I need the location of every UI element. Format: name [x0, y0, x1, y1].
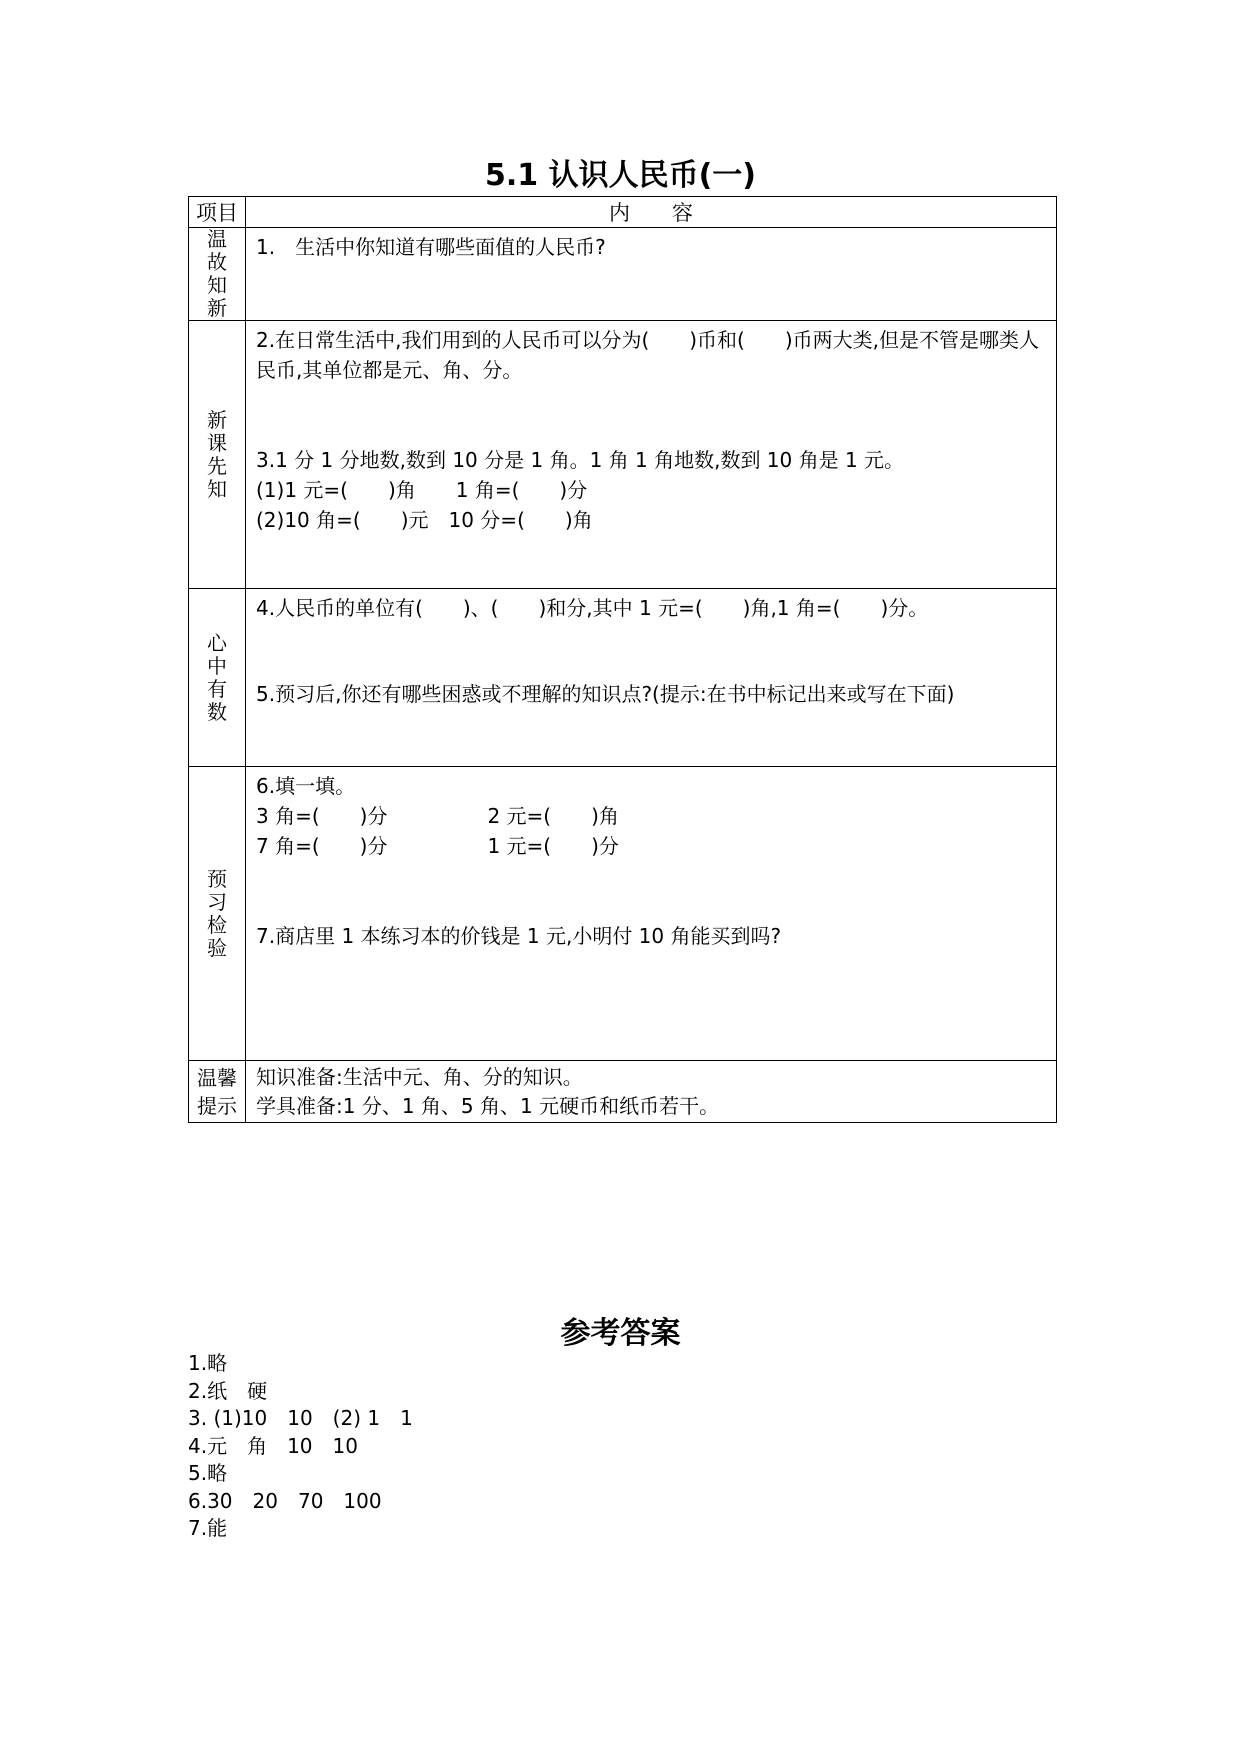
table-row-preview-test: [189, 767, 1057, 1061]
table-row-tips: [189, 1061, 1057, 1123]
row-label: 新课先知: [189, 321, 246, 589]
question-3-part-2: (2)10 角=( )元 10 分=( )角: [256, 508, 593, 532]
answers-list: [188, 1350, 413, 1543]
question-2: 2.在日常生活中,我们用到的人民币可以分为( )币和( )币两大类,但是不管是哪类人民币,其单位都是元、角、分。: [256, 328, 1040, 382]
answer-item: 1.略: [188, 1351, 228, 1375]
question-1: 1. 生活中你知道有哪些面值的人民币?: [256, 235, 606, 259]
table-row-self-check: [189, 589, 1057, 767]
row-label: 心中有数: [189, 589, 246, 767]
tip-tools: 学具准备:1 分、1 角、5 角、1 元硬币和纸币若干。: [256, 1094, 720, 1118]
row-label: 预习检验: [189, 767, 246, 1061]
question-3: 3.1 分 1 分地数,数到 10 分是 1 角。1 角 1 角地数,数到 10 角是 1 元。: [256, 448, 905, 472]
row-label: 温馨提示: [189, 1061, 246, 1123]
answer-item: 6.30 20 70 100: [188, 1488, 382, 1513]
answer-item: 3. (1)10 10 (2) 1 1: [188, 1406, 413, 1430]
answer-item: 4.元 角 10 10: [188, 1433, 358, 1458]
header-content: 内 容: [246, 197, 1057, 228]
answer-item: 2.纸 硬: [188, 1378, 268, 1403]
answer-item: 5.略: [188, 1461, 228, 1485]
question-6-line-1: 3 角=( )分 2 元=( )角: [256, 804, 619, 828]
question-6: 6.填一填。: [256, 774, 356, 798]
table-row-new-lesson: [189, 321, 1057, 589]
answers-title: 参考答案: [560, 1316, 681, 1351]
question-5: 5.预习后,你还有哪些困惑或不理解的知识点?(提示:在书中标记出来或写在下面): [256, 682, 955, 706]
row-content: [246, 767, 1057, 1061]
page-title: 5.1 认识人民币(一): [484, 158, 756, 193]
question-6-line-2: 7 角=( )分 1 元=( )分: [256, 834, 619, 858]
row-content: [246, 228, 1057, 321]
table-row-review: [189, 228, 1057, 321]
row-label: 温故知新: [189, 228, 246, 321]
question-3-part-1: (1)1 元=( )角 1 角=( )分: [256, 478, 588, 502]
row-content: [246, 1061, 1057, 1123]
tip-knowledge: 知识准备:生活中元、角、分的知识。: [256, 1065, 583, 1089]
row-content: [246, 321, 1057, 589]
row-content: [246, 589, 1057, 767]
answer-item: 7.能: [188, 1516, 228, 1540]
preview-table: [188, 196, 1057, 1123]
table-header-row: [189, 197, 1057, 228]
header-item: 项目: [189, 197, 246, 228]
question-7: 7.商店里 1 本练习本的价钱是 1 元,小明付 10 角能买到吗?: [256, 924, 782, 948]
question-4: 4.人民币的单位有( )、( )和分,其中 1 元=( )角,1 角=( )分。: [256, 596, 929, 620]
